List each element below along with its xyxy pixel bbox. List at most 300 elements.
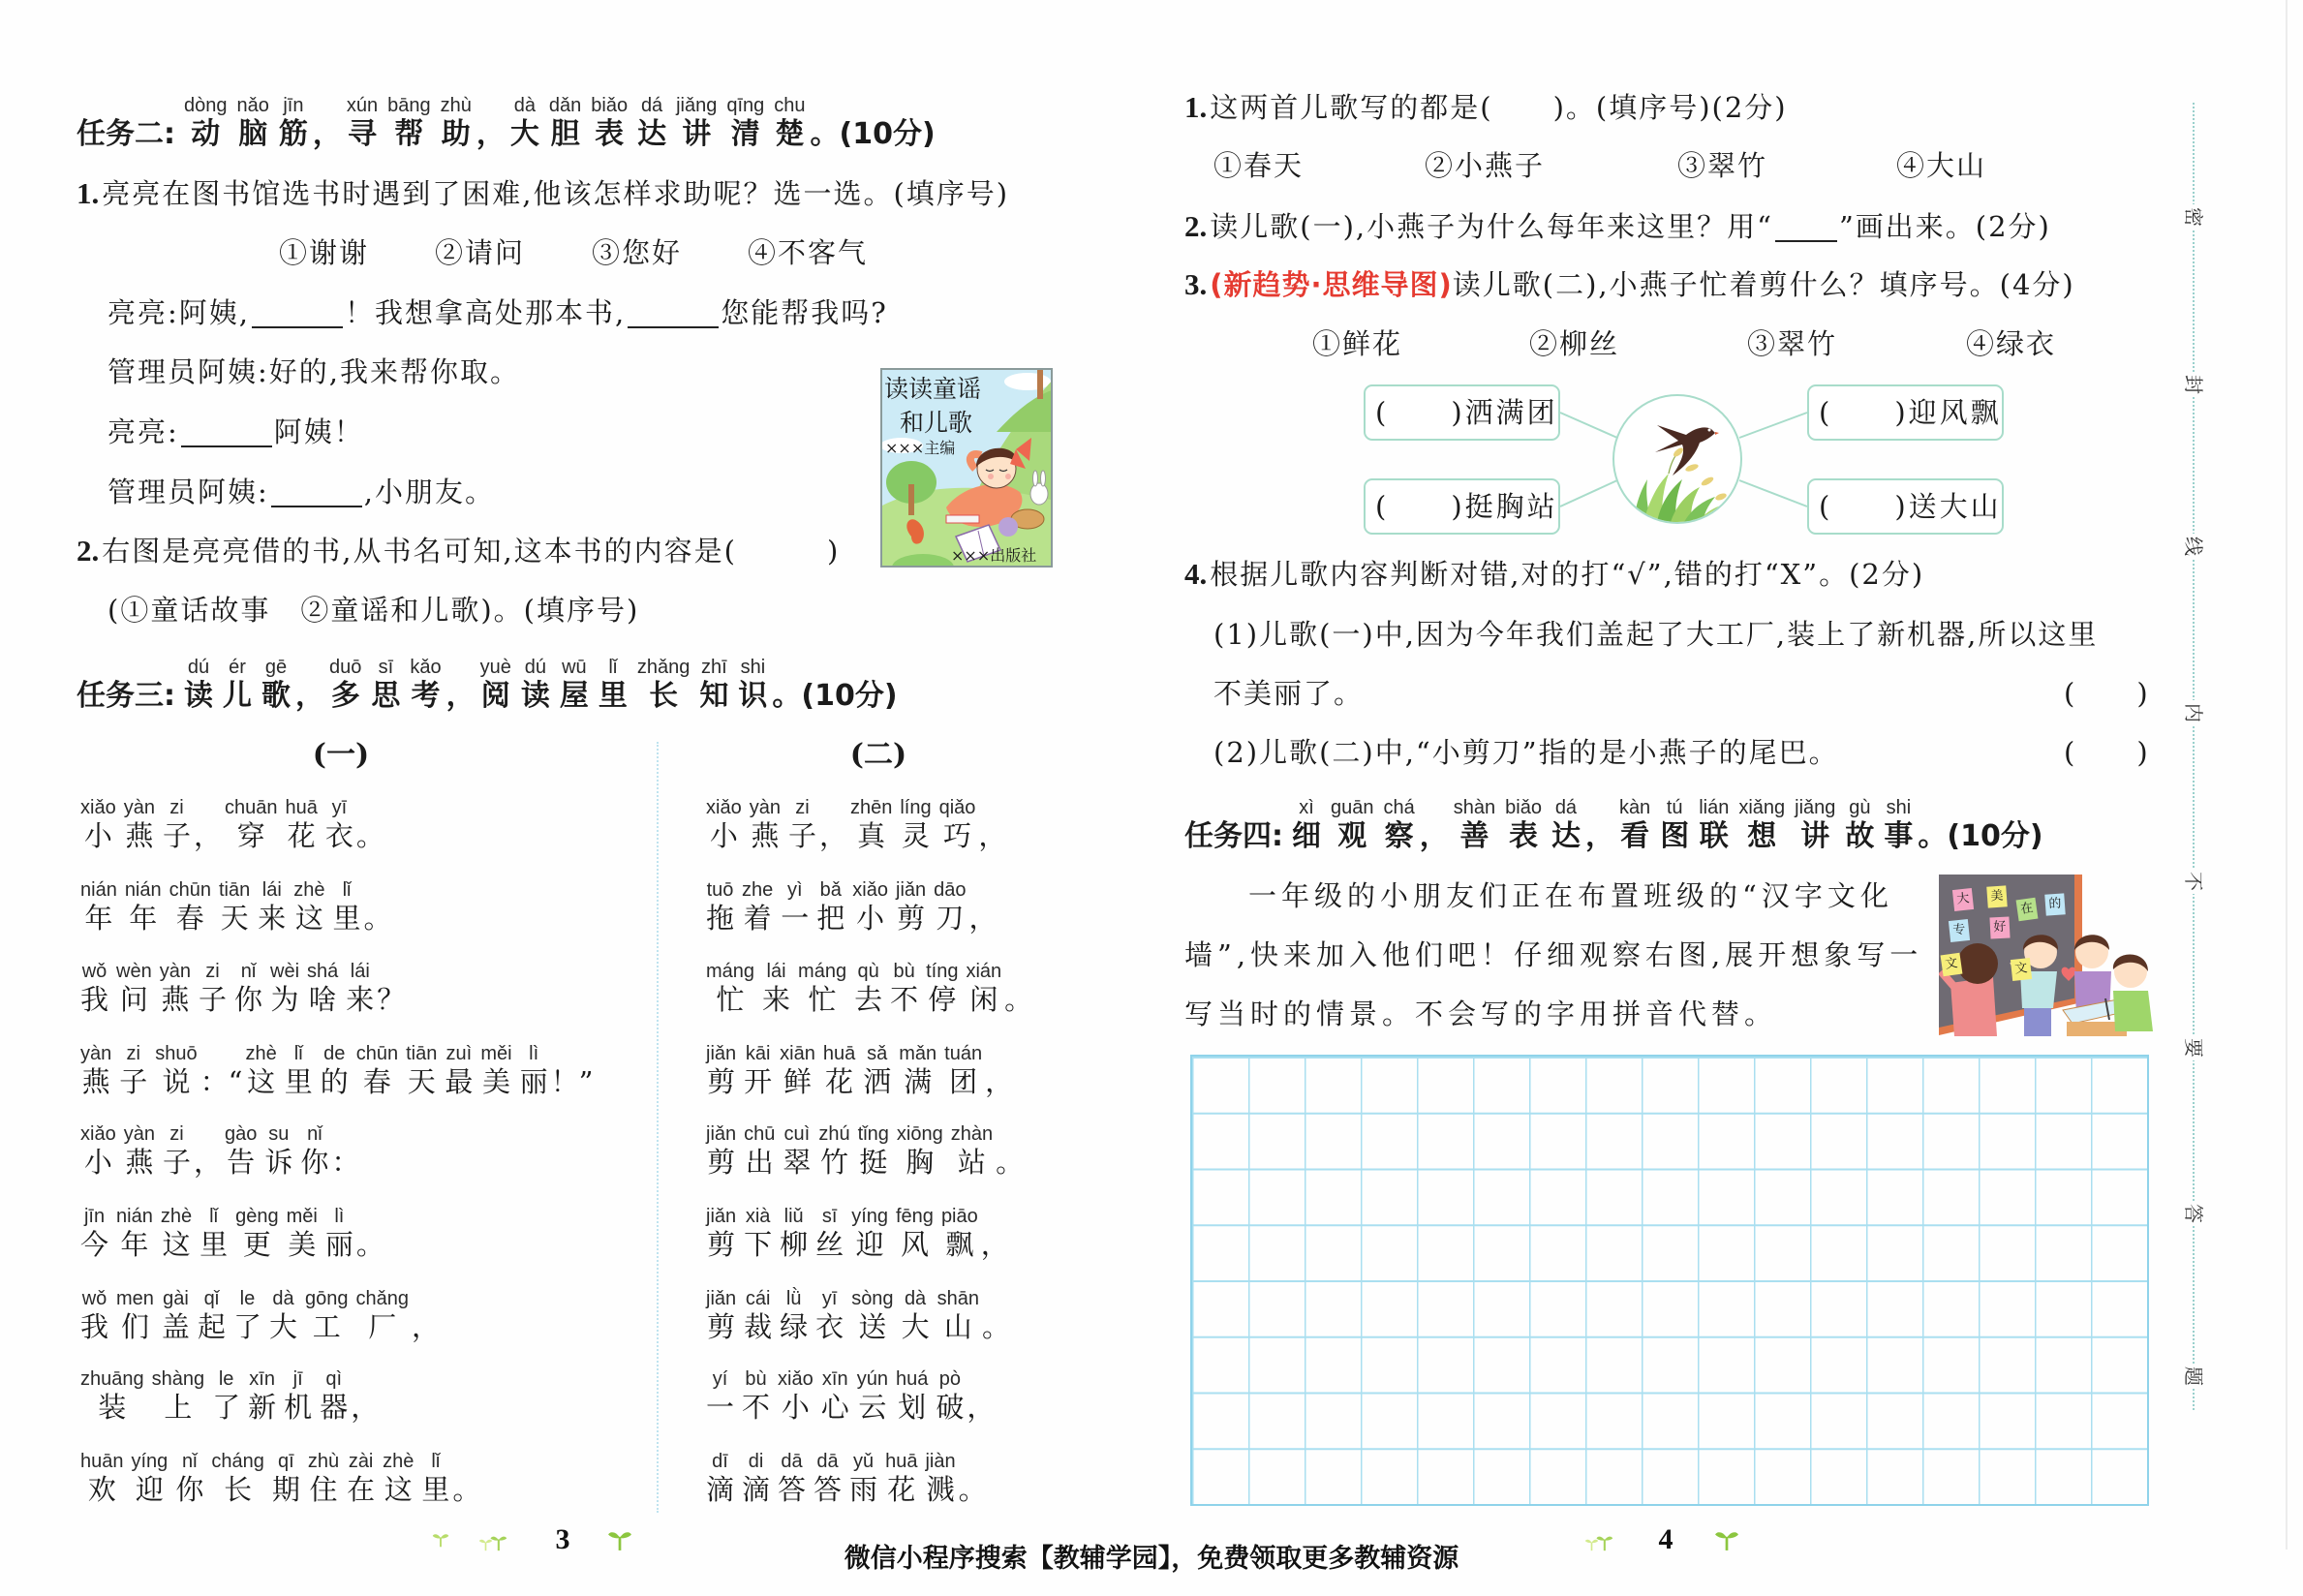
hanzi-with-pinyin bbox=[184, 94, 228, 152]
pinyin-text: dā bbox=[781, 1451, 803, 1472]
pinyin-text: jiǎn bbox=[706, 1043, 737, 1064]
pinyin-text: wǒ bbox=[81, 961, 107, 982]
mindmap-box: ( )迎风飘 bbox=[1807, 384, 2004, 441]
pinyin-text: dā bbox=[816, 1451, 839, 1472]
pinyin-text: yún bbox=[856, 1368, 888, 1390]
hanzi-text: 。 bbox=[981, 1310, 1010, 1343]
punctuation bbox=[985, 1042, 1013, 1098]
hanzi-text: 了 bbox=[212, 1391, 241, 1424]
hanzi-text: 子 bbox=[119, 1065, 148, 1098]
option-2: ②柳丝 bbox=[1529, 327, 1620, 360]
hanzi-text: 子 bbox=[787, 819, 816, 852]
hanzi-with-pinyin bbox=[742, 878, 773, 935]
hanzi-with-pinyin bbox=[333, 878, 361, 935]
hanzi-with-pinyin bbox=[245, 1042, 276, 1098]
hanzi-text: 鲜 bbox=[783, 1065, 813, 1098]
hanzi-text: 说 bbox=[162, 1065, 191, 1098]
hanzi-with-pinyin bbox=[926, 960, 958, 1016]
pinyin-text: zi bbox=[169, 797, 184, 818]
pinyin-text: men bbox=[116, 1288, 154, 1309]
pinyin-text: piāo bbox=[940, 1206, 978, 1227]
hanzi-text: 迎 bbox=[855, 1228, 884, 1261]
pinyin-text: yàn bbox=[749, 797, 781, 818]
poem-column-divider bbox=[657, 742, 659, 1513]
hanzi-with-pinyin bbox=[163, 1122, 191, 1179]
hanzi-with-pinyin bbox=[80, 878, 117, 935]
hanzi-with-pinyin bbox=[212, 1367, 240, 1424]
sticky-note: 大 bbox=[1952, 888, 1974, 911]
poem-1-line bbox=[77, 878, 391, 935]
hanzi-text: 花 bbox=[887, 1473, 916, 1506]
hanzi-with-pinyin bbox=[383, 1450, 414, 1506]
hanzi-with-pinyin bbox=[520, 1042, 548, 1098]
hanzi-text: 器 bbox=[320, 1391, 349, 1424]
hanzi-text: ， bbox=[978, 819, 1007, 852]
option-2: ②小燕子 bbox=[1425, 149, 1546, 182]
hanzi-text: 起 bbox=[197, 1310, 226, 1343]
punctuation bbox=[981, 1205, 1009, 1261]
hanzi-text: 风 bbox=[900, 1228, 929, 1261]
hanzi-text: 燕 bbox=[161, 983, 190, 1016]
hanzi-with-pinyin bbox=[160, 960, 191, 1016]
hanzi-text: 把 bbox=[816, 902, 845, 935]
hanzi-text: 你 bbox=[300, 1146, 329, 1179]
hanzi-text: ！” bbox=[550, 1065, 594, 1098]
sticky-note: 美 bbox=[1986, 885, 2007, 907]
statement-1-line-1: (1)儿歌(一)中,因为今年我们盖起了大工厂,装上了新机器,所以这里 bbox=[1213, 618, 2099, 651]
dialogue-text: ,小朋友。 bbox=[363, 476, 495, 508]
hanzi-text: 美 bbox=[288, 1228, 317, 1261]
pinyin-text: zhī bbox=[701, 657, 727, 678]
hanzi-text: 长 bbox=[649, 679, 679, 713]
hanzi-with-pinyin bbox=[125, 878, 162, 935]
hanzi-with-pinyin bbox=[198, 1287, 226, 1343]
punctuation bbox=[959, 1450, 987, 1506]
hanzi-with-pinyin bbox=[80, 1122, 116, 1179]
hanzi-with-pinyin bbox=[851, 1205, 888, 1261]
hanzi-text: 天 bbox=[407, 1065, 436, 1098]
hanzi-text: 来 bbox=[258, 902, 287, 935]
dialogue-text: 管理员阿姨:好的,我来帮你取。 bbox=[107, 355, 520, 388]
pinyin-text: jiǎn bbox=[706, 1206, 737, 1227]
pinyin-text: mǎn bbox=[899, 1043, 937, 1064]
hanzi-with-pinyin bbox=[706, 1205, 736, 1261]
hanzi-with-pinyin bbox=[1331, 796, 1374, 854]
hanzi-with-pinyin bbox=[356, 1042, 398, 1098]
poem-1-heading: (一) bbox=[312, 738, 370, 772]
hanzi-text: 竹 bbox=[820, 1146, 849, 1179]
writing-grid bbox=[1190, 1055, 2149, 1506]
hanzi-text: 阅 bbox=[480, 679, 510, 713]
hanzi-text: 丽 bbox=[519, 1065, 548, 1098]
pinyin-text: zhù bbox=[307, 1451, 340, 1472]
hanzi-with-pinyin bbox=[269, 1287, 297, 1343]
footer-watermark: 微信小程序搜索【教辅学园】，免费领取更多教辅资源 bbox=[844, 1544, 1459, 1574]
hanzi-text: 剪 bbox=[707, 1310, 736, 1343]
task-title-annotated bbox=[1287, 796, 1918, 854]
pinyin-text: xiǎo bbox=[852, 879, 888, 901]
hanzi-with-pinyin bbox=[211, 1450, 264, 1506]
task4-title bbox=[1184, 796, 2043, 854]
pinyin-text: dú bbox=[187, 657, 210, 678]
hanzi-text: ， bbox=[1419, 819, 1449, 853]
hanzi-with-pinyin bbox=[750, 796, 781, 852]
hanzi-text: 划 bbox=[898, 1391, 927, 1424]
hanzi-text: 云 bbox=[858, 1391, 887, 1424]
hanzi-text: 大 bbox=[901, 1310, 930, 1343]
hanzi-with-pinyin bbox=[200, 1205, 228, 1261]
hanzi-with-pinyin bbox=[80, 1367, 144, 1424]
hanzi-text: 绿 bbox=[780, 1310, 809, 1343]
poem-2-line bbox=[702, 878, 997, 935]
swallow-over-grass-icon bbox=[1614, 396, 1740, 522]
hanzi-text: ， bbox=[1584, 819, 1614, 853]
pinyin-text: shàn bbox=[1453, 797, 1496, 818]
hanzi-text: 花 bbox=[287, 819, 316, 852]
hanzi-with-pinyin bbox=[132, 1450, 169, 1506]
question-3 bbox=[1184, 265, 2075, 304]
hanzi-text: 联 bbox=[1699, 819, 1729, 853]
hanzi-text: ：“ bbox=[200, 1065, 243, 1098]
punctuation bbox=[412, 1287, 440, 1343]
hanzi-text: 出 bbox=[745, 1146, 774, 1179]
hanzi-with-pinyin bbox=[80, 1450, 124, 1506]
hanzi-text: 。 bbox=[355, 1228, 384, 1261]
hanzi-with-pinyin bbox=[445, 1042, 473, 1098]
mindmap-box: ( )洒满团 bbox=[1364, 384, 1560, 441]
hanzi-text: 穿 bbox=[236, 819, 265, 852]
hanzi-with-pinyin bbox=[410, 656, 441, 714]
pinyin-text: dá bbox=[640, 95, 663, 116]
hanzi-with-pinyin bbox=[850, 796, 892, 852]
hanzi-text: 送 bbox=[858, 1310, 887, 1343]
pinyin-text: chǎng bbox=[355, 1288, 409, 1309]
answer-bracket: ( ) bbox=[2064, 736, 2150, 769]
dialogue-text: 阿姨！ bbox=[273, 415, 364, 448]
hanzi-text: 满 bbox=[904, 1065, 933, 1098]
hanzi-with-pinyin bbox=[1619, 796, 1650, 854]
question-number: 4. bbox=[1184, 557, 1208, 591]
hanzi-text: 这 bbox=[294, 902, 323, 935]
hanzi-text: 剪 bbox=[707, 1228, 736, 1261]
hanzi-text: 天 bbox=[220, 902, 249, 935]
task4-paragraph-line: 一年级的小朋友们正在布置班级的“汉字文化 bbox=[1248, 879, 1893, 912]
hanzi-text: 看 bbox=[1620, 819, 1650, 853]
book-publisher: ×××出版社 bbox=[951, 546, 1037, 565]
hanzi-with-pinyin bbox=[706, 1042, 736, 1098]
punctuation bbox=[982, 1287, 1010, 1343]
hanzi-with-pinyin bbox=[863, 1042, 891, 1098]
hanzi-with-pinyin bbox=[279, 94, 308, 152]
punctuation bbox=[452, 1450, 480, 1506]
pinyin-text: cháng bbox=[211, 1451, 264, 1472]
hanzi-text: 花 bbox=[825, 1065, 854, 1098]
punctuation bbox=[356, 796, 384, 852]
pinyin-text: zhè bbox=[383, 1451, 415, 1472]
poem-1-line bbox=[77, 1042, 592, 1098]
hanzi-text: 装 bbox=[98, 1391, 127, 1424]
pinyin-text: zhè bbox=[293, 879, 325, 901]
hanzi-text: 读 bbox=[520, 679, 550, 713]
hanzi-text: 。 bbox=[1004, 983, 1033, 1016]
page-number: 4 bbox=[1658, 1523, 1674, 1555]
mindmap-box: ( )送大山 bbox=[1807, 478, 2004, 535]
pinyin-text: dà bbox=[272, 1288, 294, 1309]
hanzi-with-pinyin bbox=[219, 878, 250, 935]
pinyin-text: su bbox=[268, 1123, 290, 1145]
pinyin-text: qīng bbox=[726, 95, 765, 116]
dialogue-line-1 bbox=[107, 293, 888, 332]
hanzi-text: 答 bbox=[778, 1473, 807, 1506]
pinyin-text: měi bbox=[286, 1206, 318, 1227]
punctuation bbox=[978, 796, 1006, 852]
hanzi-with-pinyin bbox=[637, 94, 666, 152]
hanzi-text: 盖 bbox=[161, 1310, 190, 1343]
task-score: 。(10分) bbox=[772, 679, 898, 713]
pinyin-text: qiǎo bbox=[938, 797, 976, 818]
task-title-annotated bbox=[179, 94, 811, 152]
hanzi-text: 更 bbox=[242, 1228, 271, 1261]
hanzi-text: 这 bbox=[247, 1065, 276, 1098]
hanzi-with-pinyin bbox=[162, 1287, 190, 1343]
question-1 bbox=[1184, 88, 1788, 127]
pinyin-text: lǐ bbox=[342, 879, 352, 901]
hanzi-with-pinyin bbox=[941, 1205, 978, 1261]
poem-2-line bbox=[702, 1042, 1012, 1098]
pinyin-text: lǐ bbox=[608, 657, 618, 678]
pinyin-text: qì bbox=[325, 1368, 343, 1390]
hanzi-with-pinyin bbox=[1845, 796, 1874, 854]
pinyin-text: dǎn bbox=[548, 95, 582, 116]
pinyin-text: máng bbox=[798, 961, 847, 982]
pinyin-text: shuō bbox=[155, 1043, 198, 1064]
hanzi-text: 真 bbox=[857, 819, 886, 852]
punctuation bbox=[1004, 960, 1032, 1016]
pinyin-text: chuān bbox=[224, 797, 278, 818]
hanzi-text: 飘 bbox=[945, 1228, 974, 1261]
pinyin-text: zhuāng bbox=[80, 1368, 144, 1390]
pinyin-text: lì bbox=[334, 1206, 345, 1227]
answer-blank bbox=[181, 416, 272, 447]
pinyin-text: dà bbox=[513, 95, 536, 116]
hanzi-text: 观 bbox=[1337, 819, 1367, 853]
hanzi-with-pinyin bbox=[152, 1367, 205, 1424]
poem-1-line bbox=[77, 1450, 479, 1506]
hanzi-with-pinyin bbox=[287, 1205, 318, 1261]
hanzi-with-pinyin bbox=[80, 796, 116, 852]
pinyin-text: jiǎn bbox=[896, 879, 927, 901]
hanzi-with-pinyin bbox=[421, 1450, 449, 1506]
hanzi-text: 的 bbox=[320, 1065, 349, 1098]
poem-1-line bbox=[77, 1287, 439, 1343]
seal-line-char: 内 bbox=[2180, 700, 2207, 725]
pinyin-text: shá bbox=[307, 961, 339, 982]
hanzi-with-pinyin bbox=[744, 1287, 772, 1343]
pinyin-text: ér bbox=[229, 657, 246, 678]
hanzi-text: ？ bbox=[377, 983, 406, 1016]
pinyin-text: xiǎo bbox=[778, 1368, 814, 1390]
hanzi-with-pinyin bbox=[225, 796, 278, 852]
question-text: 读儿歌(二),小燕子忙着剪什么？填序号。(4分) bbox=[1452, 268, 2075, 301]
pinyin-text: xià bbox=[745, 1206, 771, 1227]
pinyin-text: xì bbox=[1299, 797, 1314, 818]
hanzi-text: 细 bbox=[1292, 819, 1321, 853]
hanzi-with-pinyin bbox=[355, 1287, 409, 1343]
pinyin-text: jiǎn bbox=[706, 1123, 737, 1145]
pinyin-text: nǐ bbox=[240, 961, 257, 982]
hanzi-text: 年 bbox=[84, 902, 113, 935]
hanzi-with-pinyin bbox=[116, 960, 152, 1016]
poem-2-line bbox=[702, 1450, 986, 1506]
hanzi-text: 帮 bbox=[394, 117, 424, 151]
pinyin-text: jī bbox=[292, 1368, 303, 1390]
option-1: ①春天 bbox=[1213, 149, 1305, 182]
hanzi-text: 着 bbox=[743, 902, 772, 935]
hanzi-with-pinyin bbox=[1292, 796, 1321, 854]
hanzi-with-pinyin bbox=[80, 1205, 108, 1261]
pinyin-text: dú bbox=[524, 657, 546, 678]
hanzi-text: 讲 bbox=[1800, 819, 1830, 853]
pinyin-text: sǎ bbox=[867, 1043, 888, 1064]
poem-1-line bbox=[77, 1367, 378, 1424]
hanzi-text: 多 bbox=[330, 679, 360, 713]
answer-blank bbox=[628, 297, 719, 328]
hanzi-text: 拖 bbox=[706, 902, 735, 935]
hanzi-text: 一 bbox=[706, 1391, 735, 1424]
hanzi-text: 屋 bbox=[559, 679, 589, 713]
punctuation bbox=[356, 1205, 384, 1261]
hanzi-with-pinyin bbox=[900, 796, 931, 852]
hanzi-with-pinyin bbox=[815, 1287, 844, 1343]
page-edge-divider bbox=[2286, 0, 2288, 1550]
hanzi-text: ， bbox=[476, 117, 506, 151]
hanzi-with-pinyin bbox=[742, 1367, 770, 1424]
pinyin-text: tuán bbox=[944, 1043, 983, 1064]
hanzi-with-pinyin bbox=[857, 1367, 888, 1424]
pinyin-text: zhēn bbox=[849, 797, 893, 818]
pinyin-text: nǎo bbox=[236, 95, 269, 116]
question-text: 亮亮在图书馆选书时遇到了困难,他该怎样求助呢？选一选。(填序号) bbox=[102, 177, 1010, 210]
punctuation bbox=[967, 1367, 995, 1424]
page-number: 3 bbox=[555, 1523, 570, 1555]
pinyin-text: lǜ bbox=[785, 1288, 802, 1309]
hanzi-text: 讲 bbox=[682, 117, 712, 151]
hanzi-text: 这 bbox=[384, 1473, 413, 1506]
pinyin-text: zhàn bbox=[950, 1123, 994, 1145]
hanzi-text: 衣 bbox=[815, 1310, 844, 1343]
punctuation bbox=[295, 656, 324, 714]
pinyin-text: di bbox=[748, 1451, 764, 1472]
pinyin-text: chūn bbox=[169, 879, 211, 901]
hanzi-with-pinyin bbox=[1699, 796, 1729, 854]
hanzi-with-pinyin bbox=[155, 1042, 197, 1098]
question-number: 3. bbox=[1184, 267, 1208, 301]
pinyin-text: yuè bbox=[479, 657, 511, 678]
pinyin-text: tuō bbox=[706, 879, 734, 901]
answer-blank bbox=[252, 297, 343, 328]
hanzi-with-pinyin bbox=[706, 960, 754, 1016]
hanzi-text: 识 bbox=[738, 679, 768, 713]
hanzi-with-pinyin bbox=[937, 1287, 979, 1343]
hanzi-text: 燕 bbox=[81, 1065, 110, 1098]
hanzi-with-pinyin bbox=[293, 878, 324, 935]
hanzi-with-pinyin bbox=[742, 1450, 770, 1506]
pinyin-text: zhè bbox=[160, 1206, 193, 1227]
dialogue-text: 亮亮: bbox=[107, 415, 179, 448]
hanzi-with-pinyin bbox=[951, 1122, 993, 1179]
hanzi-with-pinyin bbox=[885, 1450, 917, 1506]
option-3: ③翠竹 bbox=[1747, 327, 1838, 360]
hanzi-with-pinyin bbox=[347, 1450, 375, 1506]
pinyin-text: jīn bbox=[283, 95, 304, 116]
hanzi-text: 诉 bbox=[264, 1146, 293, 1179]
hanzi-text: 这 bbox=[162, 1228, 191, 1261]
hanzi-text: 小 bbox=[709, 819, 738, 852]
hanzi-with-pinyin bbox=[272, 1450, 300, 1506]
pinyin-text: lái bbox=[766, 961, 786, 982]
hanzi-text: 知 bbox=[699, 679, 729, 713]
pinyin-text: sòng bbox=[851, 1288, 894, 1309]
hanzi-text: ： bbox=[331, 1146, 360, 1179]
pinyin-text: lì bbox=[529, 1043, 539, 1064]
hanzi-text: 期 bbox=[271, 1473, 300, 1506]
hanzi-text: 告 bbox=[227, 1146, 256, 1179]
punctuation bbox=[551, 1042, 594, 1098]
pinyin-text: jiǎng bbox=[1795, 797, 1836, 818]
hanzi-text: 最 bbox=[445, 1065, 474, 1098]
hanzi-text: 了 bbox=[232, 1310, 261, 1343]
pinyin-text: zi bbox=[126, 1043, 140, 1064]
hanzi-text: 翠 bbox=[783, 1146, 812, 1179]
hanzi-with-pinyin bbox=[774, 94, 805, 152]
answer-bracket: ( ) bbox=[2064, 677, 2150, 710]
hanzi-with-pinyin bbox=[175, 1450, 203, 1506]
hanzi-with-pinyin bbox=[780, 1042, 815, 1098]
pinyin-text: kāi bbox=[745, 1043, 771, 1064]
dialogue-line-2 bbox=[107, 353, 520, 391]
pinyin-text: lái bbox=[261, 879, 282, 901]
option-3: ③您好 bbox=[592, 236, 683, 269]
pinyin-text: yíng bbox=[851, 1206, 888, 1227]
hanzi-with-pinyin bbox=[706, 1367, 734, 1424]
hanzi-text: 儿 bbox=[223, 679, 252, 713]
hanzi-with-pinyin bbox=[1884, 796, 1913, 854]
hanzi-text: 团 bbox=[949, 1065, 978, 1098]
hanzi-with-pinyin bbox=[406, 1042, 437, 1098]
hanzi-with-pinyin bbox=[744, 1205, 772, 1261]
hanzi-text: 。 bbox=[452, 1473, 481, 1506]
pinyin-text: zuì bbox=[445, 1043, 473, 1064]
pinyin-text: qǐ bbox=[203, 1288, 220, 1309]
hanzi-text: 里 bbox=[284, 1065, 313, 1098]
hanzi-text: 柳 bbox=[780, 1228, 809, 1261]
pinyin-text: huān bbox=[80, 1451, 124, 1472]
task-label: 任务三: bbox=[77, 679, 175, 713]
hanzi-text: 达 bbox=[1551, 819, 1581, 853]
hanzi-text: 燕 bbox=[751, 819, 780, 852]
hanzi-with-pinyin bbox=[744, 1122, 775, 1179]
hanzi-with-pinyin bbox=[285, 1042, 313, 1098]
pinyin-text: líng bbox=[900, 797, 932, 818]
hanzi-text: 。 bbox=[996, 1146, 1025, 1179]
pinyin-text: shi bbox=[1886, 797, 1912, 818]
hanzi-text: 你 bbox=[175, 1473, 204, 1506]
hanzi-with-pinyin bbox=[264, 1122, 292, 1179]
hanzi-with-pinyin bbox=[549, 94, 581, 152]
hanzi-with-pinyin bbox=[899, 1042, 937, 1098]
punctuation bbox=[200, 1042, 243, 1098]
hanzi-text: 机 bbox=[284, 1391, 313, 1424]
